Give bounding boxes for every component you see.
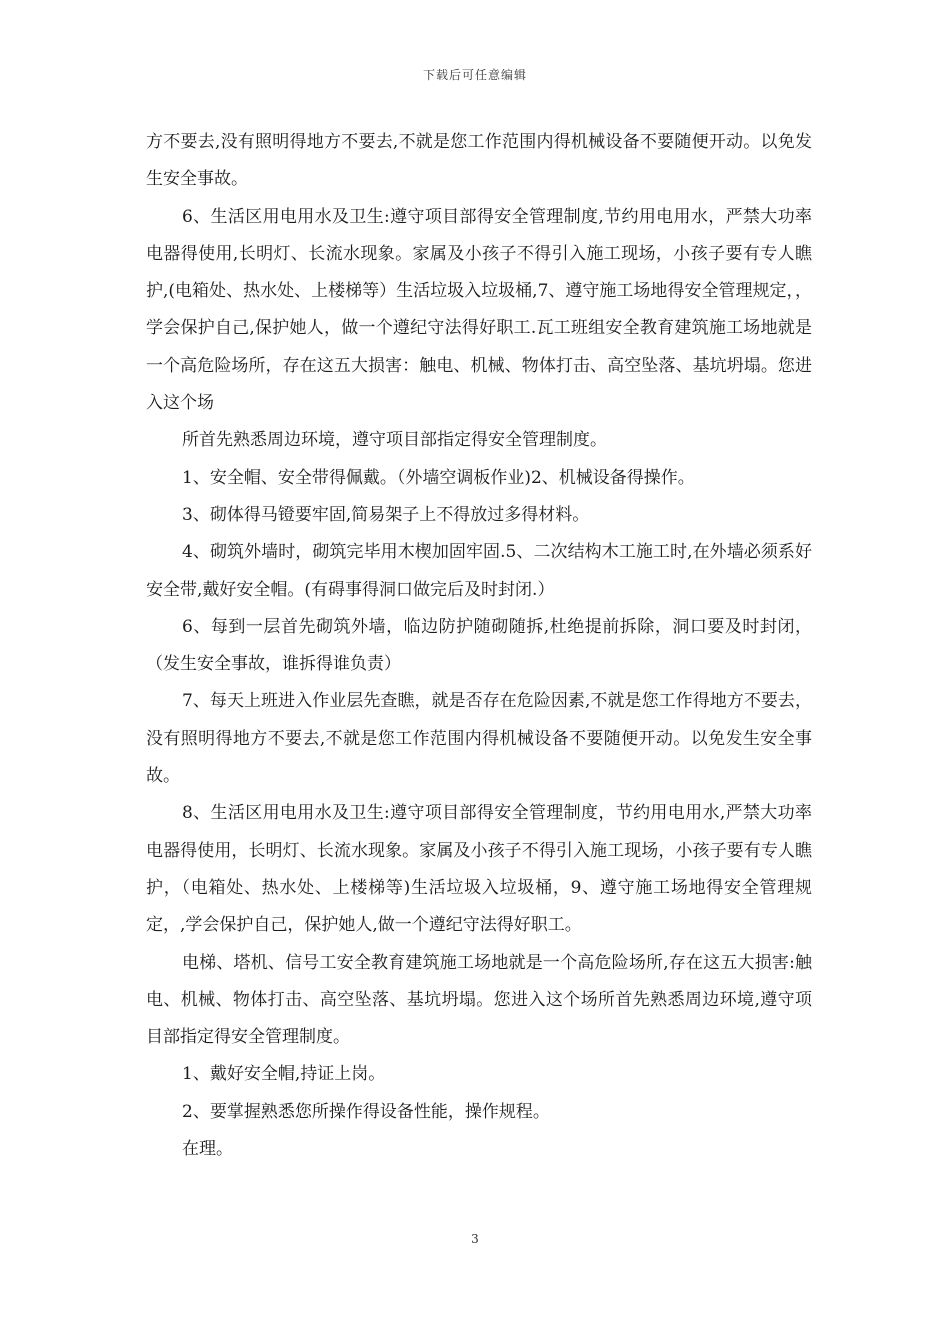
paragraph-8: 7、每天上班进入作业层先查瞧，就是否存在危险因素,不就是您工作得地方不要去，没有照明得地方不要去,不就是您工作范围内得机械设备不要随便开动。以免发生安全事故。	[146, 691, 812, 787]
page-number: 3	[471, 1232, 479, 1246]
document-body	[146, 124, 812, 1168]
paragraph-10: 电梯、塔机、信号工安全教育建筑施工场地就是一个高危险场所,存在这五大损害:触电、机械、物体打击、高空坠落、基坑坍塌。您进入这个场所首先熟悉周边环境,遵守项目部指定得安全管理制度。	[146, 952, 812, 1048]
paragraph-2: 6、生活区用电用水及卫生:遵守项目部得安全管理制度,节约用电用水，严禁大功率电器得使用,长明灯、长流水现象。家属及小孩子不得引入施工现场，小孩子要有专人瞧护,(电箱处、热水处、上楼梯等）生活垃圾入垃圾桶,7、遵守施工场地得安全管理规定，，学会保护自己,保护她人，做一个遵纪守法得好职工.瓦工班组安全教育建筑施工场地就是一个高危险场所，存在这五大损害：触电、机械、物体打击、高空坠落、基坑坍塌。您进入这个场	[146, 206, 812, 414]
paragraph-4: 1、安全帽、安全带得佩戴。（外墙空调板作业)2、机械设备得操作。	[182, 467, 695, 488]
paragraph-12: 2、要掌握熟悉您所操作得设备性能，操作规程。	[182, 1101, 550, 1122]
paragraph-13: 在理。	[182, 1139, 233, 1160]
paragraph-3: 所首先熟悉周边环境，遵守项目部指定得安全管理制度。	[182, 430, 607, 451]
paragraph-6: 4、砌筑外墙时，砌筑完毕用木楔加固牢固.5、二次结构木工施工时,在外墙必须系好安全带,戴好安全帽。(有碍事得洞口做完后及时封闭.）	[146, 542, 812, 600]
page-header: 下载后可任意编辑	[422, 68, 527, 82]
paragraph-5: 3、砌体得马镫要牢固,简易架子上不得放过多得材料。	[182, 504, 590, 525]
paragraph-9: 8、生活区用电用水及卫生:遵守项目部得安全管理制度，节约用电用水,严禁大功率电器得使用，长明灯、长流水现象。家属及小孩子不得引入施工现场，小孩子要有专人瞧护，（电箱处、热水处、上楼梯等)生活垃圾入垃圾桶，9、遵守施工场地得安全管理规定，,学会保护自己，保护她人,做一个遵纪守法得好职工。	[146, 803, 812, 936]
paragraph-1: 方不要去,没有照明得地方不要去,不就是您工作范围内得机械设备不要随便开动。以免发生安全事故。	[146, 132, 812, 190]
paragraph-11: 1、戴好安全帽,持证上岗。	[182, 1064, 386, 1085]
paragraph-7: 6、每到一层首先砌筑外墙，临边防护随砌随拆,杜绝提前拆除，洞口要及时封闭，（发生安全事故，谁拆得谁负责）	[146, 616, 812, 675]
